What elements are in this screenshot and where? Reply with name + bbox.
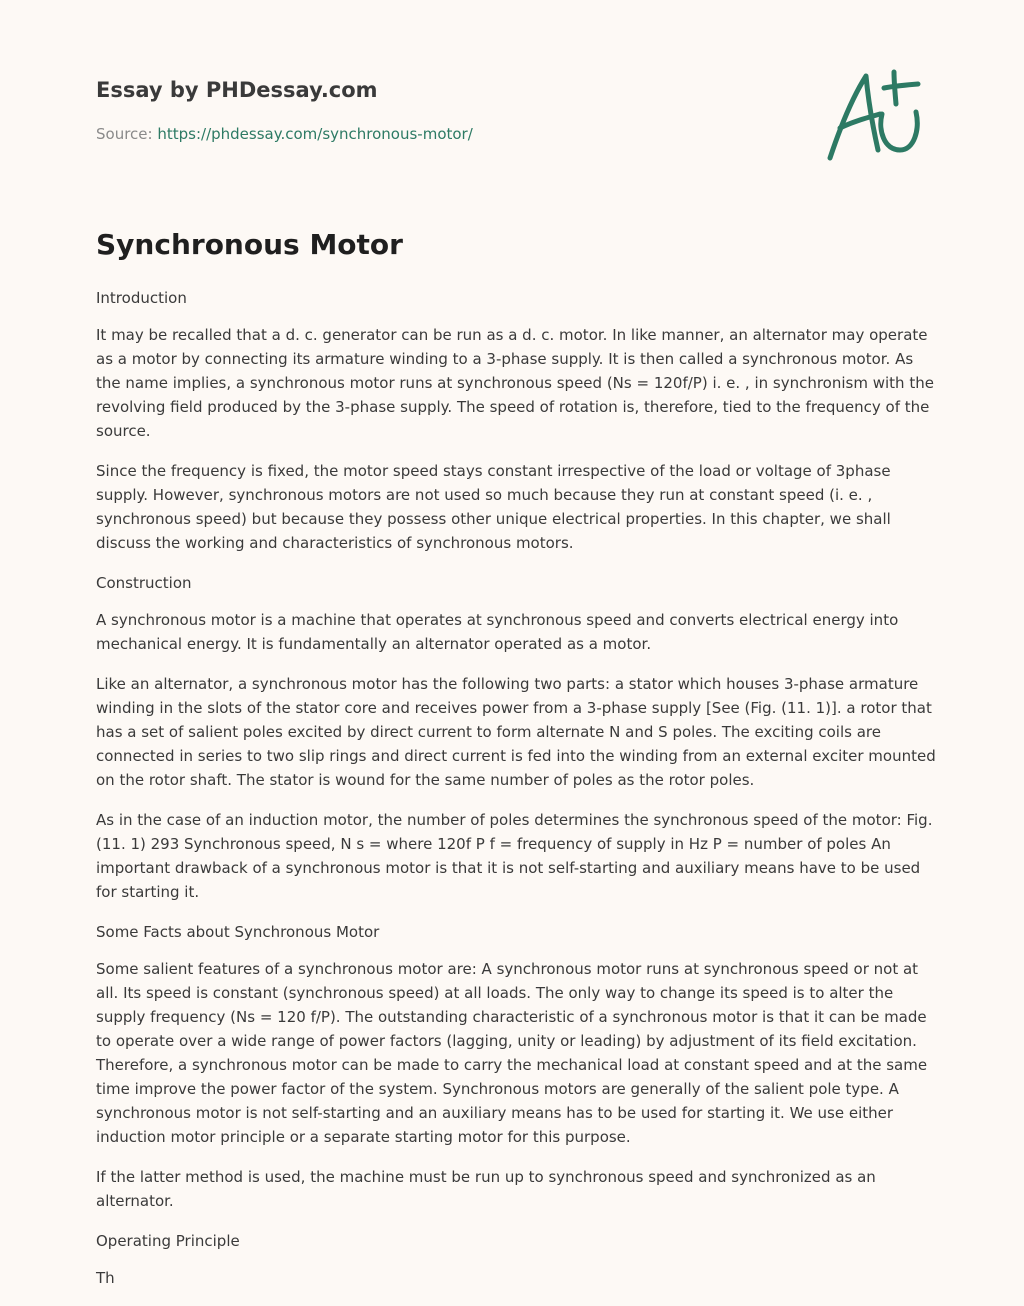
paragraph: It may be recalled that a d. c. generator can be run as a d. c. motor. In like manner, an alternator may operate as a motor by connecting its armature winding to a 3-phase supply. It is then called a synchronous motor. As the name implies, a synchronous motor runs at synchronous speed (Ns = 120f/P) i. e. , in synchronism with the revolving field produced by the 3-phase supply. The speed of rotation is, therefore, tied to the frequency of the source. [96,326,934,440]
brand-title: Essay by PHDessay.com [96,78,378,102]
paragraph: Like an alternator, a synchronous motor has the following two parts: a stator which houses 3-phase armature winding in the slots of the stator core and receives power from a 3-phase supply [See (Fig. (11. 1)]. a rotor that has a set of salient poles excited by direct current to form alternate N and S poles. The exciting coils are connected in series to two slip rings and direct current is fed into the winding from an external exciter mounted on the rotor shaft. The stator is wound for the same number of poles as the rotor poles. [96,675,936,789]
article [96,226,936,1306]
paragraph: Since the frequency is fixed, the motor speed stays constant irrespective of the load or voltage of 3phase supply. However, synchronous motors are not used so much because they run at constant speed (i. e. , synchronous speed) but because they possess other unique electrical properties. In this chapter, we shall discuss the working and characteristics of synchronous motors. [96,462,891,552]
paragraph: Th [96,1269,115,1287]
paragraph: As in the case of an induction motor, the number of poles determines the synchronous speed of the motor: Fig. (11. 1) 293 Synchronous speed, N s = where 120f P f = frequency of supply in Hz P = number of poles An important drawback of a synchronous motor is that it is not self-starting and auxiliary means have to be used for starting it. [96,811,933,901]
paragraph: A synchronous motor is a machine that operates at synchronous speed and converts electrical energy into mechanical energy. It is fundamentally an alternator operated as a motor. [96,611,899,653]
article-title: Synchronous Motor [96,228,403,261]
paragraph: If the latter method is used, the machine must be run up to synchronous speed and synchronized as an alternator. [96,1168,876,1210]
source-link[interactable]: https://phdessay.com/synchronous-motor/ [157,125,473,143]
section-heading: Operating Principle [96,1232,240,1250]
source-line [96,124,836,144]
paragraph: Some salient features of a synchronous motor are: A synchronous motor runs at synchronous speed or not at all. Its speed is constant (synchronous speed) at all loads. The only way to change its speed is to alter the supply frequency (Ns = 120 f/P). The outstanding characteristic of a synchronous motor is that it can be made to operate over a wide range of power factors (lagging, unity or leading) by adjustment of its field excitation. Therefore, a synchronous motor can be made to carry the mechanical load at constant speed and at the same time improve the power factor of the system. Synchronous motors are generally of the salient pole type. A synchronous motor is not self-starting and an auxiliary means has to be used for starting it. We use either induction motor principle or a separate starting motor for this purpose. [96,960,928,1146]
a-plus-logo-icon [822,68,926,164]
section-heading: Introduction [96,289,187,307]
page-header [96,76,836,144]
section-heading: Some Facts about Synchronous Motor [96,923,380,941]
source-label: Source: [96,125,153,143]
article-body [96,286,936,1290]
section-heading: Construction [96,574,192,592]
